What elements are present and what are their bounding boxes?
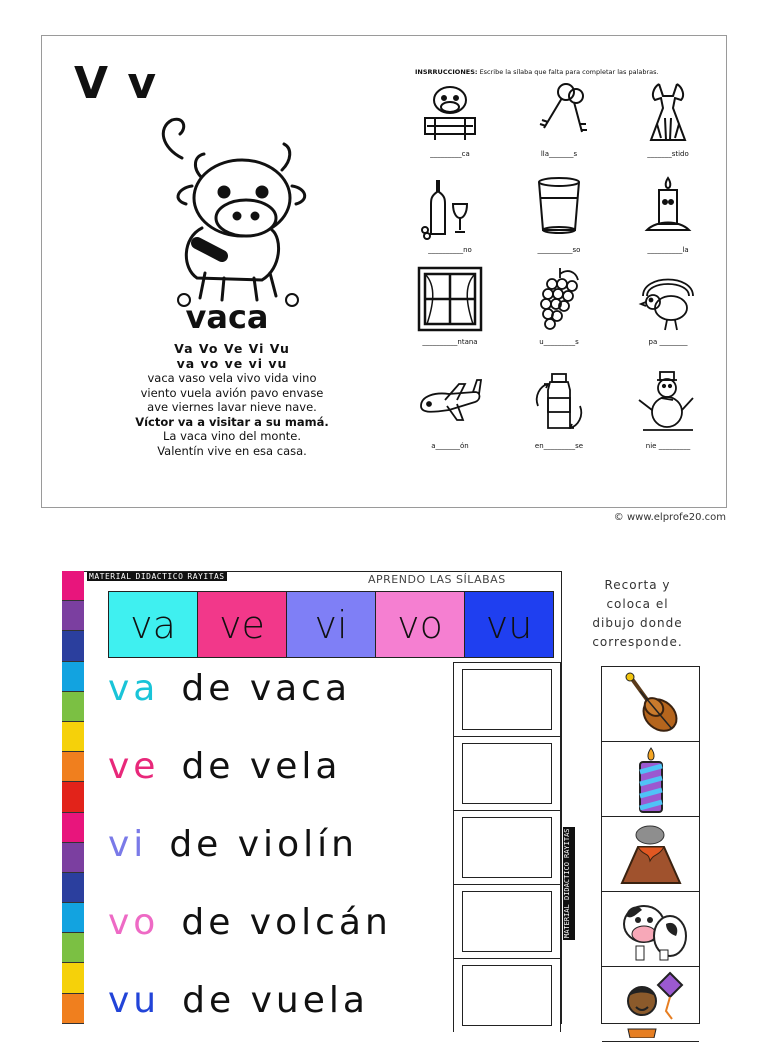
color-strip-block <box>62 903 84 933</box>
window-icon <box>415 266 485 334</box>
exercise-item <box>509 368 609 463</box>
syllable-row <box>108 980 369 1040</box>
color-strip <box>62 571 84 1024</box>
exercise-item <box>618 172 718 267</box>
reading-line: La vaca vino del monte. <box>163 429 301 443</box>
syllable-cell: vi <box>287 592 376 657</box>
exercise-item <box>618 264 718 359</box>
cut-instruction: Recorta y coloca el dibujo donde corresponde. <box>592 578 683 649</box>
reading-line: Va Vo Ve Vi Vu <box>174 341 290 356</box>
fill-blank: u_________s <box>539 338 579 346</box>
row-syllable: va <box>108 668 160 709</box>
cutout-item[interactable] <box>602 667 699 742</box>
fill-blank: __________la <box>647 246 689 254</box>
fill-blank: _______stido <box>647 150 689 158</box>
exercise-item <box>400 264 500 359</box>
color-strip-block <box>62 813 84 843</box>
exercise-grid <box>400 76 718 466</box>
brand-label <box>87 572 227 581</box>
fill-blank: pa ________ <box>648 338 688 346</box>
syllable-row <box>108 668 351 728</box>
brand-part: DIDACTICO <box>563 860 575 902</box>
cutout-item[interactable] <box>602 742 699 817</box>
reading-line: Valentín vive en esa casa. <box>157 443 307 458</box>
glass-icon <box>524 174 594 242</box>
row-syllable: vi <box>108 824 148 865</box>
row-word: de vuela <box>182 980 369 1021</box>
answer-box[interactable] <box>453 884 561 958</box>
brand-part: DIDACTICO <box>135 572 184 581</box>
row-word: de violín <box>169 824 358 865</box>
violin-icon <box>614 671 688 738</box>
brand-part: MATERIAL <box>563 902 575 940</box>
color-strip-block <box>62 571 84 601</box>
exercise-item <box>400 76 500 171</box>
color-strip-block <box>62 963 84 993</box>
answer-box[interactable] <box>453 662 561 736</box>
syllable-row <box>108 902 392 962</box>
bottle-icon <box>524 370 594 438</box>
volcano-icon <box>614 821 688 888</box>
color-strip-block <box>62 662 84 692</box>
color-strip-block <box>62 933 84 963</box>
turkey-icon <box>633 266 703 334</box>
cutout-pictures <box>601 666 700 1024</box>
exercise-item <box>400 172 500 267</box>
cow-icon <box>415 78 485 146</box>
wine-icon <box>415 174 485 242</box>
candle-icon <box>614 746 688 813</box>
reading-line: Víctor va a visitar a su mamá. <box>135 414 329 429</box>
syllable-cell: vu <box>465 592 553 657</box>
syllable-cell: va <box>109 592 198 657</box>
fill-blank: en_________se <box>534 442 584 450</box>
exercise-item <box>509 172 609 267</box>
color-strip-block <box>62 873 84 903</box>
exercise-item <box>618 368 718 463</box>
fill-blank: nie _________ <box>645 442 691 450</box>
row-word: de vaca <box>181 668 352 709</box>
syllable-row <box>108 824 358 884</box>
exercise-item <box>509 264 609 359</box>
worksheet-v-vaca <box>41 35 727 508</box>
fill-blank: a_______ón <box>431 442 469 450</box>
color-strip-block <box>62 752 84 782</box>
dress-icon <box>633 78 703 146</box>
answer-boxes <box>453 662 563 1032</box>
syllable-bar <box>108 591 554 658</box>
brand-label-vertical <box>563 770 575 940</box>
color-strip-block <box>62 631 84 661</box>
color-strip-block <box>62 782 84 812</box>
worksheet-header: APRENDO LAS SÍLABAS <box>368 573 506 586</box>
exercise-item <box>400 368 500 463</box>
brand-part: MATERIAL <box>89 572 132 581</box>
fill-blank: __________no <box>428 246 472 254</box>
fill-blank: __________ntana <box>422 338 478 346</box>
answer-box[interactable] <box>453 958 561 1032</box>
color-strip-block <box>62 722 84 752</box>
grapes-icon <box>524 266 594 334</box>
instructions <box>415 68 659 76</box>
row-word: de vela <box>181 746 342 787</box>
cutout-item[interactable] <box>602 817 699 892</box>
fill-blank: _________ca <box>430 150 470 158</box>
answer-box[interactable] <box>453 736 561 810</box>
kite-boy-icon <box>614 971 688 1038</box>
fill-blank: lla_______s <box>540 150 578 158</box>
exercise-item <box>509 76 609 171</box>
exercise-item <box>618 76 718 171</box>
syllable-row <box>108 746 341 806</box>
reading-line: viento vuela avión pavo envase <box>140 385 324 400</box>
brand-part: RAYITAS <box>563 827 575 861</box>
color-strip-block <box>62 994 84 1024</box>
syllable-cell: vo <box>376 592 465 657</box>
reading-line: ave viernes lavar nieve nave. <box>147 400 317 414</box>
brand-part: RAYITAS <box>187 572 225 581</box>
fill-blank: __________so <box>537 246 581 254</box>
answer-box[interactable] <box>453 810 561 884</box>
reading-line: va vo ve vi vu <box>176 355 288 371</box>
color-strip-block <box>62 692 84 722</box>
reading-line: vaca vaso vela vivo vida vino <box>147 371 317 385</box>
color-strip-block <box>62 843 84 873</box>
color-strip-block <box>62 601 84 631</box>
cow-icon <box>614 896 688 963</box>
row-syllable: vu <box>108 980 161 1021</box>
big-letter: V v <box>74 58 159 109</box>
row-word: de volcán <box>181 902 392 943</box>
cow-illustration <box>142 108 322 308</box>
cutout-item[interactable] <box>602 967 699 1042</box>
snowman-icon <box>633 370 703 438</box>
instructions-label: INSRRUCCIONES: <box>415 68 478 76</box>
credit-text: © www.elprofe20.com <box>613 512 726 523</box>
keys-icon <box>524 78 594 146</box>
instructions-text: Escribe la sílaba que falta para completar las palabras. <box>479 68 659 76</box>
cutout-item[interactable] <box>602 892 699 967</box>
candle-icon <box>633 174 703 242</box>
word-vaca: vaca <box>185 298 269 336</box>
syllable-cell: ve <box>198 592 287 657</box>
row-syllable: ve <box>108 746 160 787</box>
airplane-icon <box>415 370 485 438</box>
row-syllable: vo <box>108 902 160 943</box>
reading-text <box>82 342 382 458</box>
